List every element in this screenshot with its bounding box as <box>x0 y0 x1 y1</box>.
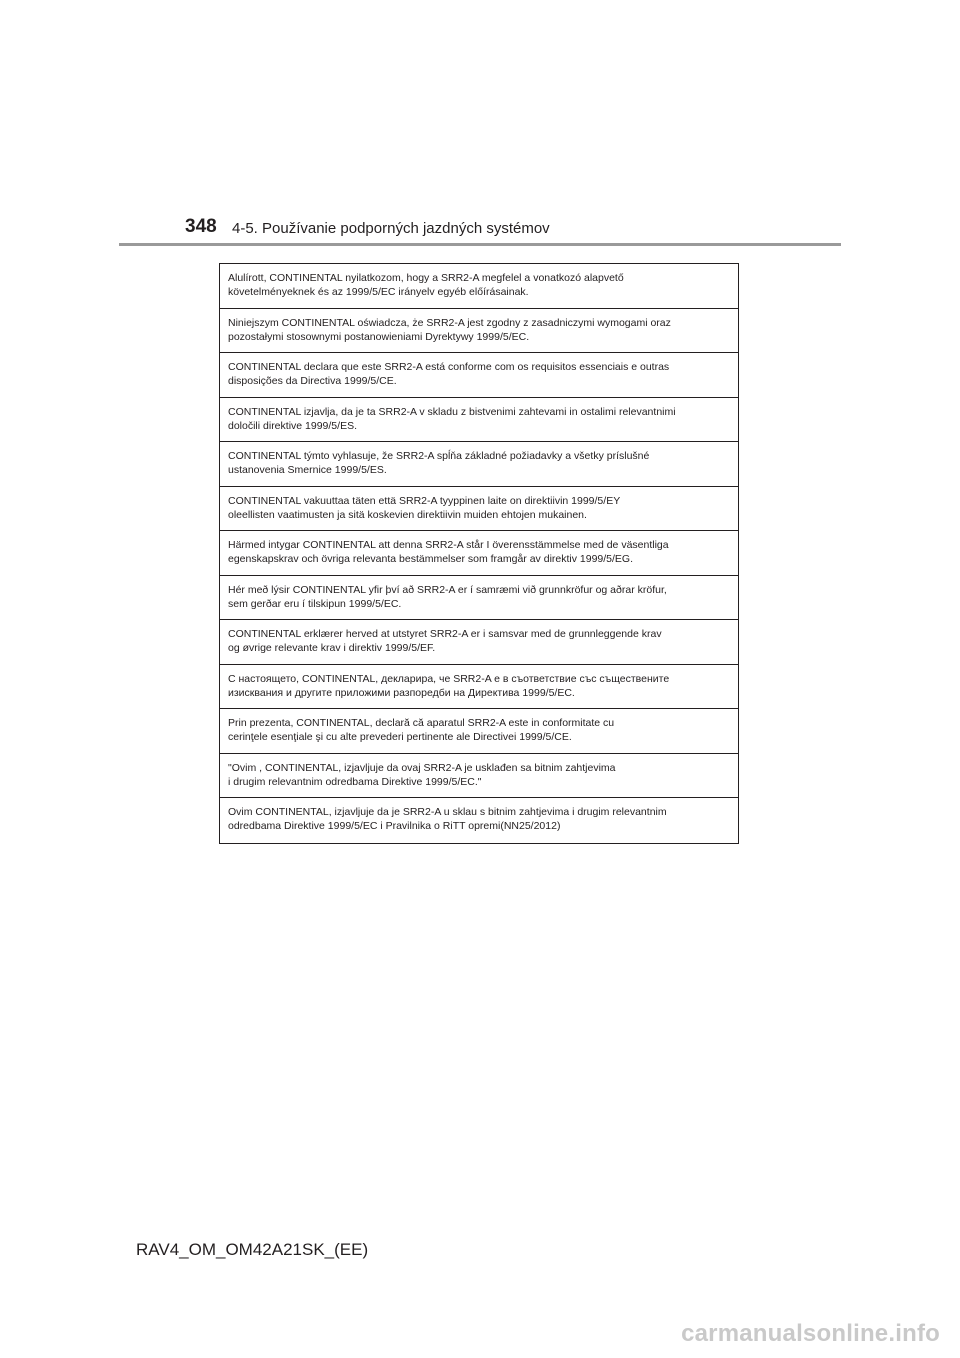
header-divider <box>119 243 841 246</box>
declaration-row-romanian <box>220 709 738 754</box>
declaration-line: CONTINENTAL erklærer herved at utstyret SRR2-A er i samsvar med de grunnleggende krav <box>228 628 662 640</box>
declaration-line: Niniejszym CONTINENTAL oświadcza, że SRR2-A jest zgodny z zasadniczymi wymogami oraz <box>228 316 671 329</box>
site-watermark: carmanualsonline.info <box>681 1320 940 1347</box>
declaration-line: odredbama Direktive 1999/5/EC i Pravilnika o RiTT opremi(NN25/2012) <box>228 820 561 832</box>
declaration-row-hungarian <box>220 264 738 309</box>
declaration-line: С настоящето, CONTINENTAL, декларира, че SRR2-A е в съответствие със съществените <box>228 672 670 685</box>
declaration-row-icelandic <box>220 576 738 621</box>
declaration-line: изисквания и другите приложими разпоредби на Директива 1999/5/ЕС. <box>228 686 575 699</box>
declaration-row-portuguese <box>220 353 738 398</box>
declaration-row-bosnian <box>220 754 738 799</box>
declaration-line: oleellisten vaatimusten ja sitä koskevien direktiivin muiden ehtojen mukainen. <box>228 508 587 521</box>
declaration-line: egenskapskrav och övriga relevanta bestämmelser som framgår av direktiv 1999/5/EG. <box>228 553 634 565</box>
declaration-line: "Ovim , CONTINENTAL, izjavljuje da ovaj SRR2-A je usklađen sa bitnim zahtjevima <box>228 761 616 774</box>
page-header <box>0 0 960 250</box>
declaration-line: CONTINENTAL týmto vyhlasuje, že SRR2-A spĺňa základné požiadavky a všetky príslušné <box>228 450 650 462</box>
declaration-line: Prin prezenta, CONTINENTAL, declară că aparatul SRR2-A este in conformitate cu <box>228 717 615 729</box>
declaration-line: Hér með lýsir CONTINENTAL yfir því að SRR2-A er í samræmi við grunnkröfur og aðrar kröfur, <box>228 583 667 596</box>
declarations-table <box>219 263 739 844</box>
declaration-line: CONTINENTAL vakuuttaa täten että SRR2-A tyyppinen laite on direktiivin 1999/5/EY <box>228 494 621 507</box>
declaration-row-bulgarian <box>220 665 738 710</box>
declaration-row-slovenian <box>220 398 738 443</box>
declaration-line: določili direktive 1999/5/ES. <box>228 419 357 432</box>
declaration-line: Alulírott, CONTINENTAL nyilatkozom, hogy a SRR2-A megfelel a vonatkozó alapvető <box>228 272 624 284</box>
declaration-line: disposições da Directiva 1999/5/CE. <box>228 375 397 387</box>
declaration-row-swedish <box>220 531 738 576</box>
declaration-line: Ovim CONTINENTAL, izjavljuje da je SRR2-A u sklau s bitnim zahtjevima i drugim relevantnim <box>228 806 667 818</box>
declaration-line: pozostałymi stosownymi postanowieniami Dyrektywy 1999/5/EC. <box>228 330 530 343</box>
declaration-row-croatian <box>220 798 738 843</box>
declaration-line: követelményeknek és az 1999/5/EC irányelv egyéb előírásainak. <box>228 286 529 298</box>
document-code: RAV4_OM_OM42A21SK_(EE) <box>136 1240 369 1259</box>
declaration-line: CONTINENTAL declara que este SRR2-A está conforme com os requisitos essenciais e outras <box>228 361 670 373</box>
declaration-line: i drugim relevantnim odredbama Direktive 1999/5/EC." <box>228 775 482 788</box>
section-title: 4-5. Používanie podporných jazdných systémov <box>232 220 550 237</box>
declaration-row-norwegian <box>220 620 738 665</box>
declaration-line: ustanovenia Smernice 1999/5/ES. <box>228 464 387 476</box>
declaration-line: sem gerðar eru í tilskipun 1999/5/EC. <box>228 597 402 610</box>
declaration-line: cerinţele esenţiale şi cu alte prevederi pertinente ale Directivei 1999/5/CE. <box>228 731 572 743</box>
declaration-row-slovak <box>220 442 738 487</box>
declaration-line: Härmed intygar CONTINENTAL att denna SRR2-A står I överensstämmelse med de väsentliga <box>228 539 669 551</box>
declaration-row-polish <box>220 309 738 354</box>
declaration-row-finnish <box>220 487 738 532</box>
page-number: 348 <box>185 216 217 237</box>
declaration-line: og øvrige relevante krav i direktiv 1999/5/EF. <box>228 642 436 654</box>
declaration-line: CONTINENTAL izjavlja, da je ta SRR2-A v skladu z bistvenimi zahtevami in ostalimi relevantnimi <box>228 405 676 418</box>
